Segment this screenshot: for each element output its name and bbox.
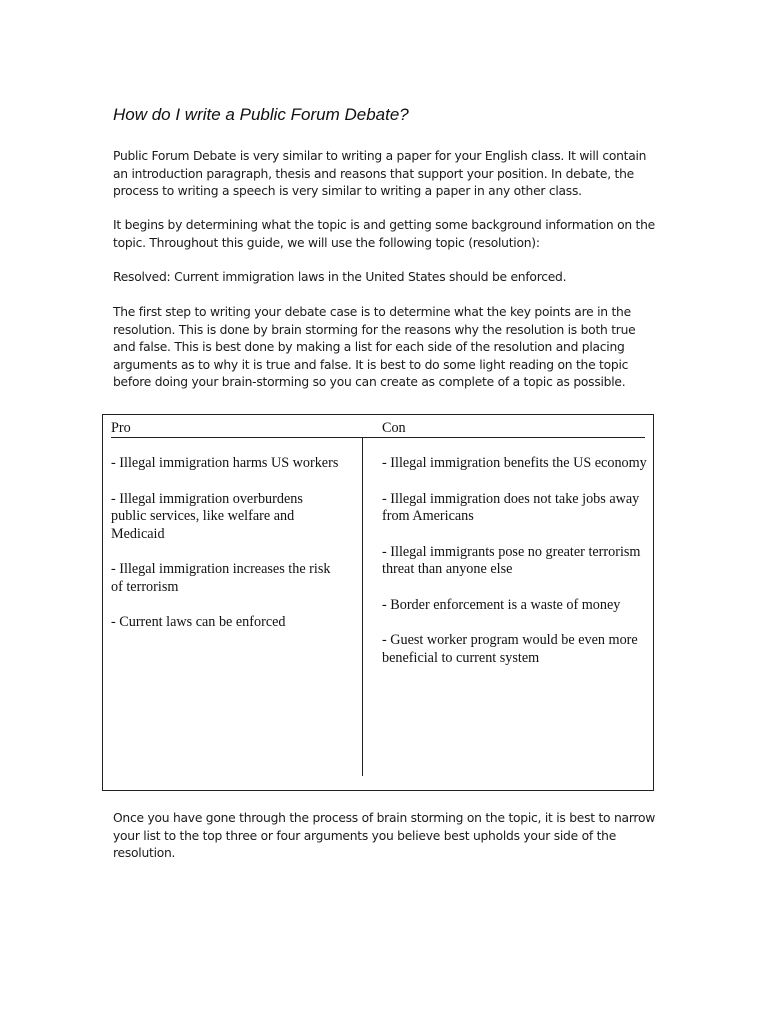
con-argument: - Border enforcement is a waste of money (382, 596, 621, 613)
intro-paragraph: Public Forum Debate is very similar to writing a paper for your English class. It will contain an introduction paragraph, thesis and reasons that support your position. In debate, the process to writing a speech is very similar to writing a paper in any other class. (113, 149, 647, 198)
brainstorm-paragraph: The first step to writing your debate case is to determine what the key points are in the resolution. This is done by brain storming for the reasons why the resolution is both true and false. This is best done by making a list for each side of the resolution and placing arguments as to why it is true and false. It is best to do some light reading on the topic before doing your brain-storming so you can create as complete of a topic as possible. (113, 305, 636, 389)
pro-heading: Pro (111, 420, 131, 436)
pro-con-t-chart (102, 414, 654, 791)
pro-argument: - Illegal immigration increases the risk of terrorism (111, 561, 331, 595)
column-divider (362, 437, 363, 776)
pro-arguments-list (111, 455, 341, 650)
con-argument: - Illegal immigrants pose no greater terrorism threat than anyone else (382, 543, 641, 577)
con-argument: - Guest worker program would be even more beneficial to current system (382, 632, 638, 666)
pro-argument: - Current laws can be enforced (111, 614, 286, 630)
pro-argument: - Illegal immigration overburdens public services, like welfare and Medicaid (111, 490, 303, 542)
con-argument: - Illegal immigration does not take jobs away from Americans (382, 490, 640, 524)
con-argument: - Illegal immigration benefits the US economy (382, 455, 647, 471)
pro-argument: - Illegal immigration harms US workers (111, 455, 339, 471)
con-arguments-list (382, 455, 647, 685)
resolution-statement: Resolved: Current immigration laws in the United States should be enforced. (113, 270, 567, 284)
conclusion-paragraph: Once you have gone through the process of brain storming on the topic, it is best to narrow your list to the top three or four arguments you believe best upholds your side of the resolution. (113, 811, 656, 860)
page-title: How do I write a Public Forum Debate? (113, 105, 409, 124)
con-heading: Con (382, 420, 406, 436)
heading-divider (111, 437, 645, 438)
topic-paragraph: It begins by determining what the topic is and getting some background information on the topic. Throughout this guide, we will use the following topic (resolution): (113, 218, 655, 250)
